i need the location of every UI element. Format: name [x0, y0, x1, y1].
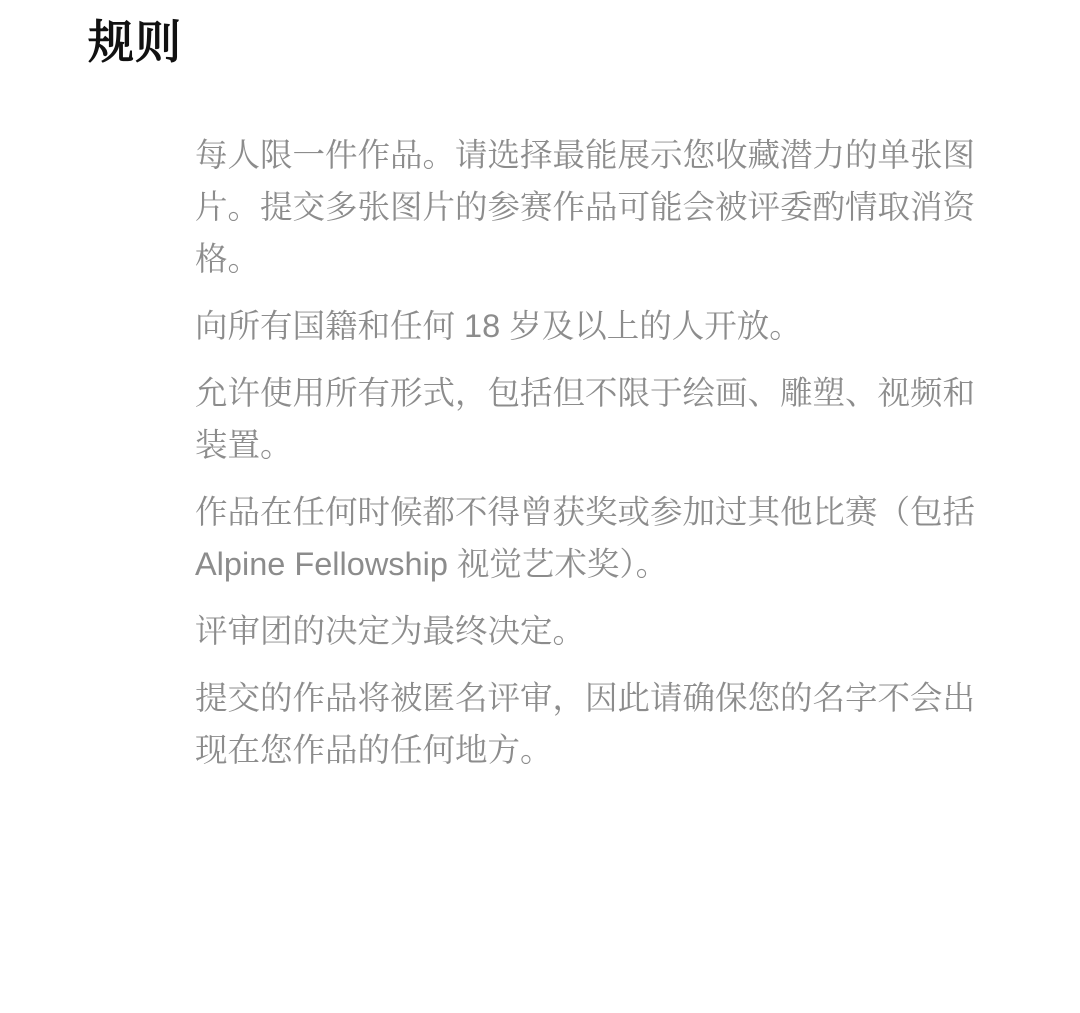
- rule-eligibility: 向所有国籍和任何 18 岁及以上的人开放。: [195, 308, 802, 344]
- rule-no-prior-awards: 作品在任何时候都不得曾获奖或参加过其他比赛（包括 Alpine Fellowship 视觉艺术奖）。: [195, 494, 976, 582]
- rules-list: [195, 129, 981, 791]
- rule-allowed-forms: 允许使用所有形式，包括但不限于绘画、雕塑、视频和装置。: [195, 375, 976, 463]
- page-title: 规则: [88, 16, 182, 68]
- rule-anonymous-review: 提交的作品将被匿名评审，因此请确保您的名字不会出现在您作品的任何地方。: [195, 680, 976, 768]
- rule-single-entry: 每人限一件作品。请选择最能展示您收藏潜力的单张图片。提交多张图片的参赛作品可能会被评委酌情取消资格。: [195, 137, 976, 277]
- rule-jury-decision: 评审团的决定为最终决定。: [195, 613, 586, 649]
